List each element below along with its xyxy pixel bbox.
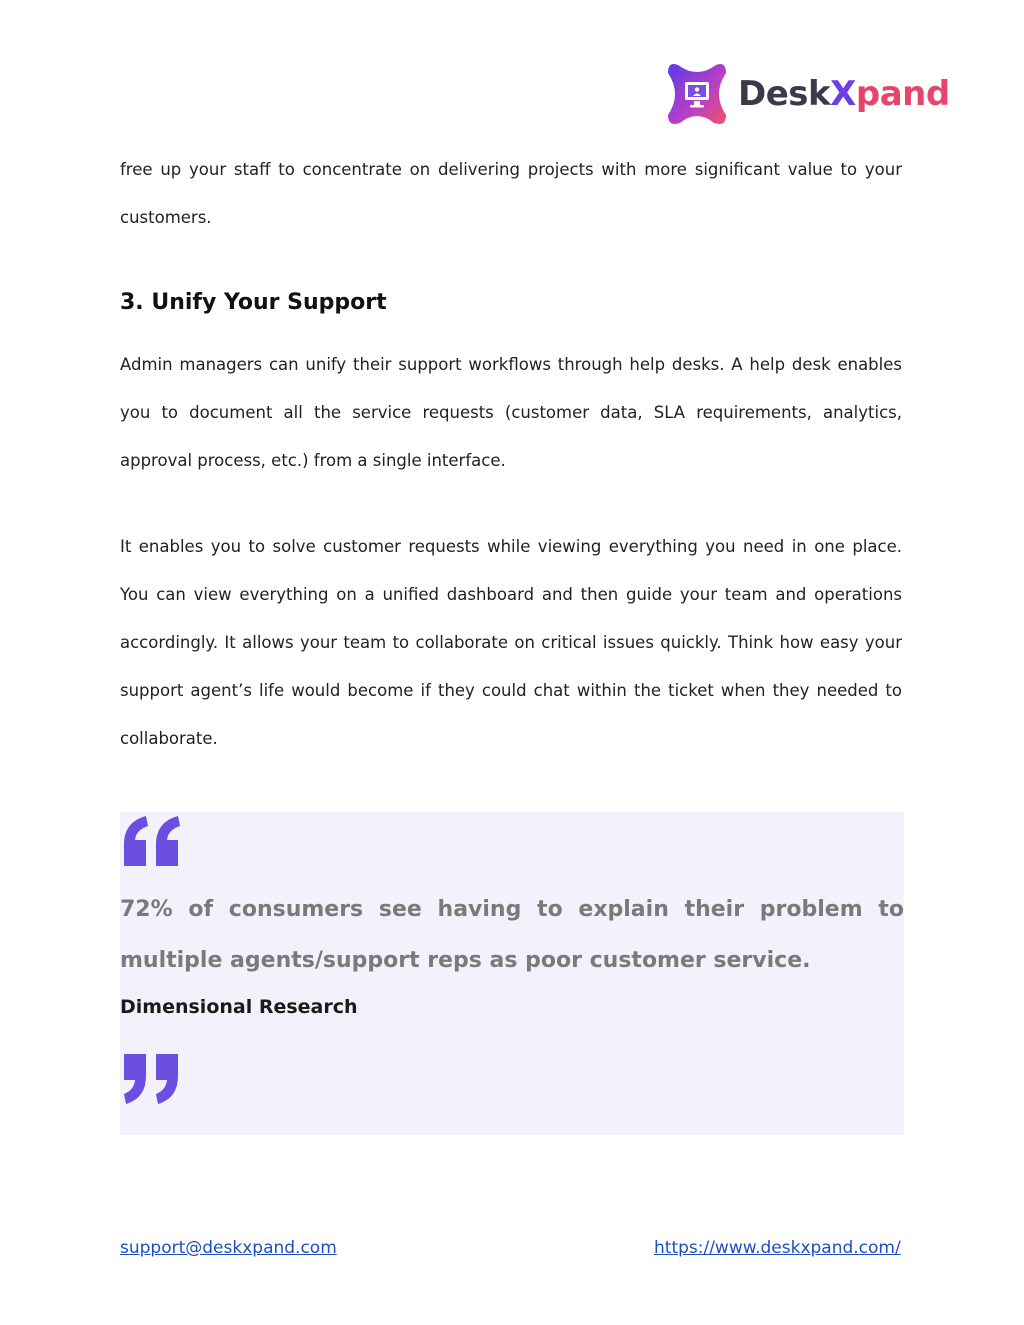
intro-block <box>120 146 902 242</box>
quote-source: Dimensional Research <box>120 996 358 1018</box>
quote-text: 72% of consumers see having to explain their problem to multiple agents/support reps as poor customer service. <box>120 897 904 973</box>
website-link[interactable]: https://www.deskxpand.com/ <box>654 1238 901 1258</box>
deskxpand-logo <box>664 60 950 128</box>
section-paragraph-1-block <box>120 341 902 485</box>
logo-text-x: X <box>830 74 856 114</box>
section-paragraph-1: Admin managers can unify their support workflows through help desks. A help desk enables you to document all the service requests (customer data, SLA requirements, analytics, approval process, etc.) from a single interface. <box>120 355 902 470</box>
open-quote-icon <box>120 814 184 870</box>
support-email-link[interactable]: support@deskxpand.com <box>120 1238 337 1258</box>
intro-paragraph: free up your staff to concentrate on delivering projects with more significant value to your customers. <box>120 160 902 227</box>
close-quote-icon <box>120 1050 184 1106</box>
section-heading: 3. Unify Your Support <box>120 290 387 315</box>
quote-callout <box>120 812 904 1135</box>
logo-wordmark <box>738 74 950 114</box>
section-paragraph-2: It enables you to solve customer requests while viewing everything you need in one place. You can view everything on a unified dashboard and then guide your team and operations accordingly. It allows your team to collaborate on critical issues quickly. Think how easy your support agent’s life would become if they could chat within the ticket when they needed to collaborate. <box>120 537 902 748</box>
section-paragraph-2-block <box>120 523 902 763</box>
logo-text-desk: Desk <box>738 74 831 114</box>
logo-text-pand: pand <box>855 74 950 114</box>
logo-mark-icon <box>664 61 730 127</box>
